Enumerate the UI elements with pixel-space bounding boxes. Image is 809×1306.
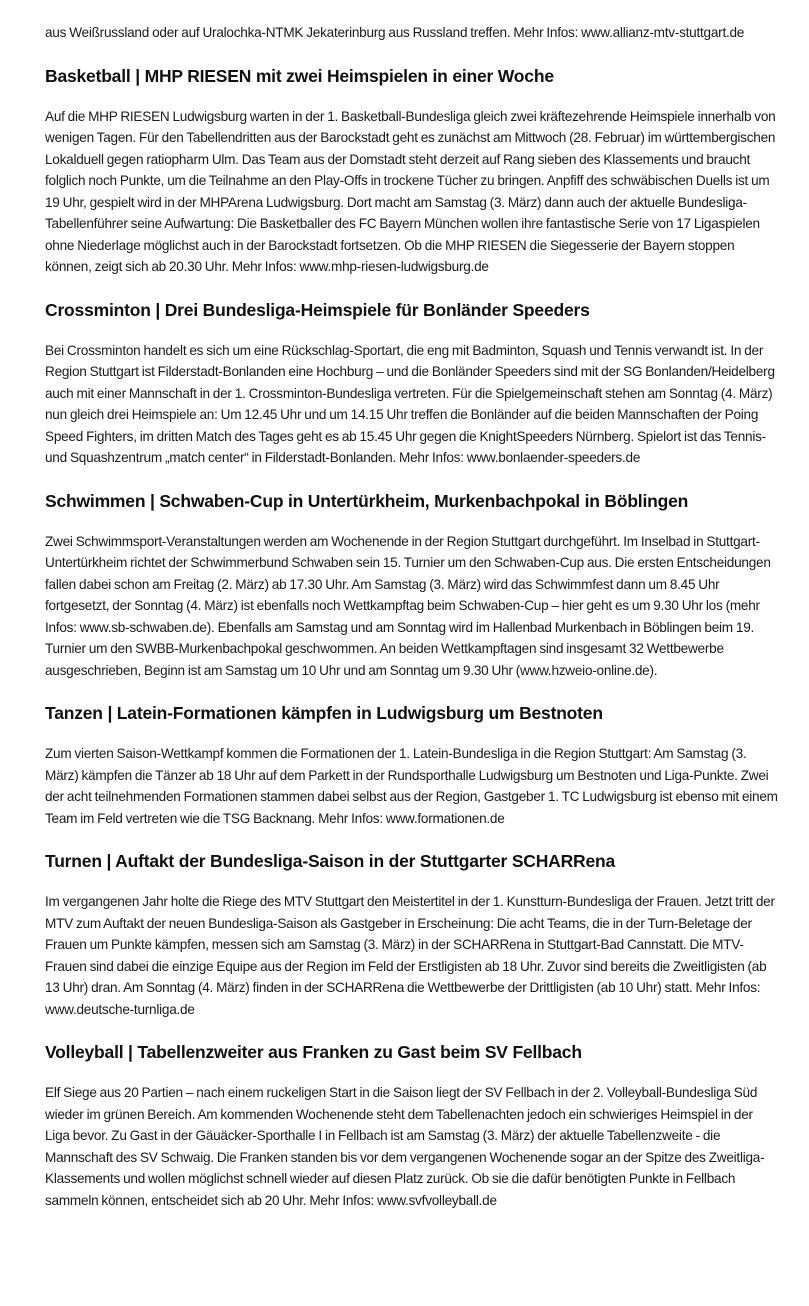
section-body: Bei Crossminton handelt es sich um eine Rückschlag-Sportart, die eng mit Badminton, Squash und Tennis verwandt ist. In der Region Stuttgart ist Filderstadt-Bonlanden eine Hochburg – und die Bonländer Speeders sind mit der SG Bonlanden/Heidelberg auch mit einer Mannschaft in der 1. Crossminton-Bundesliga vertreten. Für die Spielgemeinschaft stehen am Sonntag (4. März) nun gleich drei Heimspiele an: Um 12.45 Uhr und um 14.15 Uhr treffen die Bonländer auf die beiden Mannschaften der Poing Speed Fighters, im dritten Match des Tages geht es ab 15.45 Uhr gegen die KnightSpeeders Nürnberg. Spielort ist das Tennis- und Squashzentrum „match center“ in Filderstadt-Bonlanden. Mehr Infos: www.bonlaender-speeders.de — [45, 342, 775, 465]
section-basketball — [45, 64, 779, 278]
section-body: Elf Siege aus 20 Partien – nach einem ruckeligen Start in die Saison liegt der SV Fellbach in der 2. Volleyball-Bundesliga Süd wieder im grünen Bereich. Am kommenden Wochenende steht dem Tabellenachten jedoch ein schwieriges Heimspiel in der Liga bevor. Zu Gast in der Gäuäcker-Sporthalle I in Fellbach ist am Samstag (3. März) der aktuelle Tabellenzweite - die Mannschaft des SV Schwaig. Die Franken standen bis vor dem vergangenen Wochenende sogar an der Spitze des Zweitliga-Klassements und wollen möglichst schnell wieder auf diesen Platz zurück. Ob sie die dafür benötigten Punkte in Fellbach sammeln können, entscheidet sich ab 20 Uhr. Mehr Infos: www.svfvolleyball.de — [45, 1085, 765, 1208]
section-heading: Crossminton | Drei Bundesliga-Heimspiele für Bonländer Speeders — [45, 299, 590, 320]
section-volleyball — [45, 1040, 779, 1211]
section-tanzen — [45, 701, 779, 829]
section-heading: Volleyball | Tabellenzweiter aus Franken zu Gast beim SV Fellbach — [45, 1042, 582, 1062]
section-turnen — [45, 849, 779, 1020]
section-heading: Schwimmen | Schwaben-Cup in Untertürkheim, Murkenbachpokal in Böblingen — [45, 490, 689, 511]
section-body: Auf die MHP RIESEN Ludwigsburg warten in der 1. Basketball-Bundesliga gleich zwei kräftezehrende Heimspiele innerhalb von wenigen Tagen. Für den Tabellendritten aus der Barockstadt geht es zunächst am Mittwoch (28. Februar) im württembergischen Lokalduell gegen ratiopharm Ulm. Das Team aus der Domstadt steht derzeit auf Rang sieben des Klassements und braucht folglich noch Punkte, um die Teilnahme an den Play-Offs in trockene Tücher zu bringen. Anpfiff des schwäbischen Duells ist um 19 Uhr, gespielt wird in der MHPArena Ludwigsburg. Dort macht am Samstag (3. März) dann auch der aktuelle Bundesliga-Tabellenführer seine Aufwartung: Die Basketballer des FC Bayern München wollen ihre fantastische Serie von 17 Ligaspielen ohne Niederlage möglichst auch in der Barockstadt fortsetzen. Ob die MHP RIESEN die Siegesserie der Bayern stoppen können, zeigt sich ab 20.30 Uhr. Mehr Infos: www.mhp-riesen-ludwigsburg.de — [45, 108, 776, 274]
section-heading: Turnen | Auftakt der Bundesliga-Saison in der Stuttgarter SCHARRena — [45, 851, 616, 871]
section-crossminton — [45, 298, 779, 469]
section-body: Zwei Schwimmsport-Veranstaltungen werden am Wochenende in der Region Stuttgart durchgeführt. Im Inselbad in Stuttgart-Untertürkheim richtet der Schwimmerbund Schwaben sein 15. Turnier um den Schwaben-Cup aus. Die ersten Entscheidungen fallen dabei schon am Freitag (2. März) ab 17.30 Uhr. Am Samstag (3. März) wird das Schwimmfest dann um 8.45 Uhr fortgesetzt, der Sonntag (4. März) ist ebenfalls noch Wettkampftag beim Schwaben-Cup – hier geht es um 9.30 Uhr los (mehr Infos: www.sb-schwaben.de). Ebenfalls am Samstag und am Sonntag wird im Hallenbad Murkenbach in Böblingen beim 19. Turnier um den SWBB-Murkenbachpokal geschwommen. An beiden Wettkampftagen sind insgesamt 32 Wettbewerbe ausgeschrieben, Beginn ist am Samstag um 10 Uhr und am Sonntag um 9.30 Uhr (www.hzweio-online.de). — [45, 533, 771, 678]
intro-paragraph: aus Weißrussland oder auf Uralochka-NTMK Jekaterinburg aus Russland treffen. Mehr Infos: www.allianz-mtv-stuttgart.de — [45, 25, 745, 40]
section-body: Im vergangenen Jahr holte die Riege des MTV Stuttgart den Meistertitel in der 1. Kunstturn-Bundesliga der Frauen. Jetzt tritt der MTV zum Auftakt der neuen Bundesliga-Saison als Gastgeber in Erscheinung: Die acht Teams, die in der Turn-Beletage der Frauen um Punkte kämpfen, messen sich am Samstag (3. März) in der SCHARRena in Stuttgart-Bad Cannstatt. Die MTV-Frauen sind dabei die einzige Equipe aus der Region im Feld der Erstligisten ab 18 Uhr. Zuvor sind bereits die Zweitligisten (ab 13 Uhr) dran. Am Sonntag (4. März) finden in der SCHARRena die Wettbewerbe der Drittligisten (ab 10 Uhr) statt. Mehr Infos: www.deutsche-turnliga.de — [45, 894, 775, 1017]
section-schwimmen — [45, 489, 779, 682]
section-heading: Basketball | MHP RIESEN mit zwei Heimspielen in einer Woche — [45, 65, 554, 86]
section-heading: Tanzen | Latein-Formationen kämpfen in Ludwigsburg um Bestnoten — [45, 703, 603, 723]
section-body: Zum vierten Saison-Wettkampf kommen die Formationen der 1. Latein-Bundesliga in die Region Stuttgart: Am Samstag (3. März) kämpfen die Tänzer ab 18 Uhr auf dem Parkett in der Rundsporthalle Ludwigsburg um Bestnoten und Liga-Punkte. Zwei der acht teilnehmenden Formationen stammen dabei selbst aus der Region, Gastgeber 1. TC Ludwigsburg ist ebenso mit einem Team im Feld vertreten wie die TSG Backnang. Mehr Infos: www.formationen.de — [45, 746, 778, 826]
